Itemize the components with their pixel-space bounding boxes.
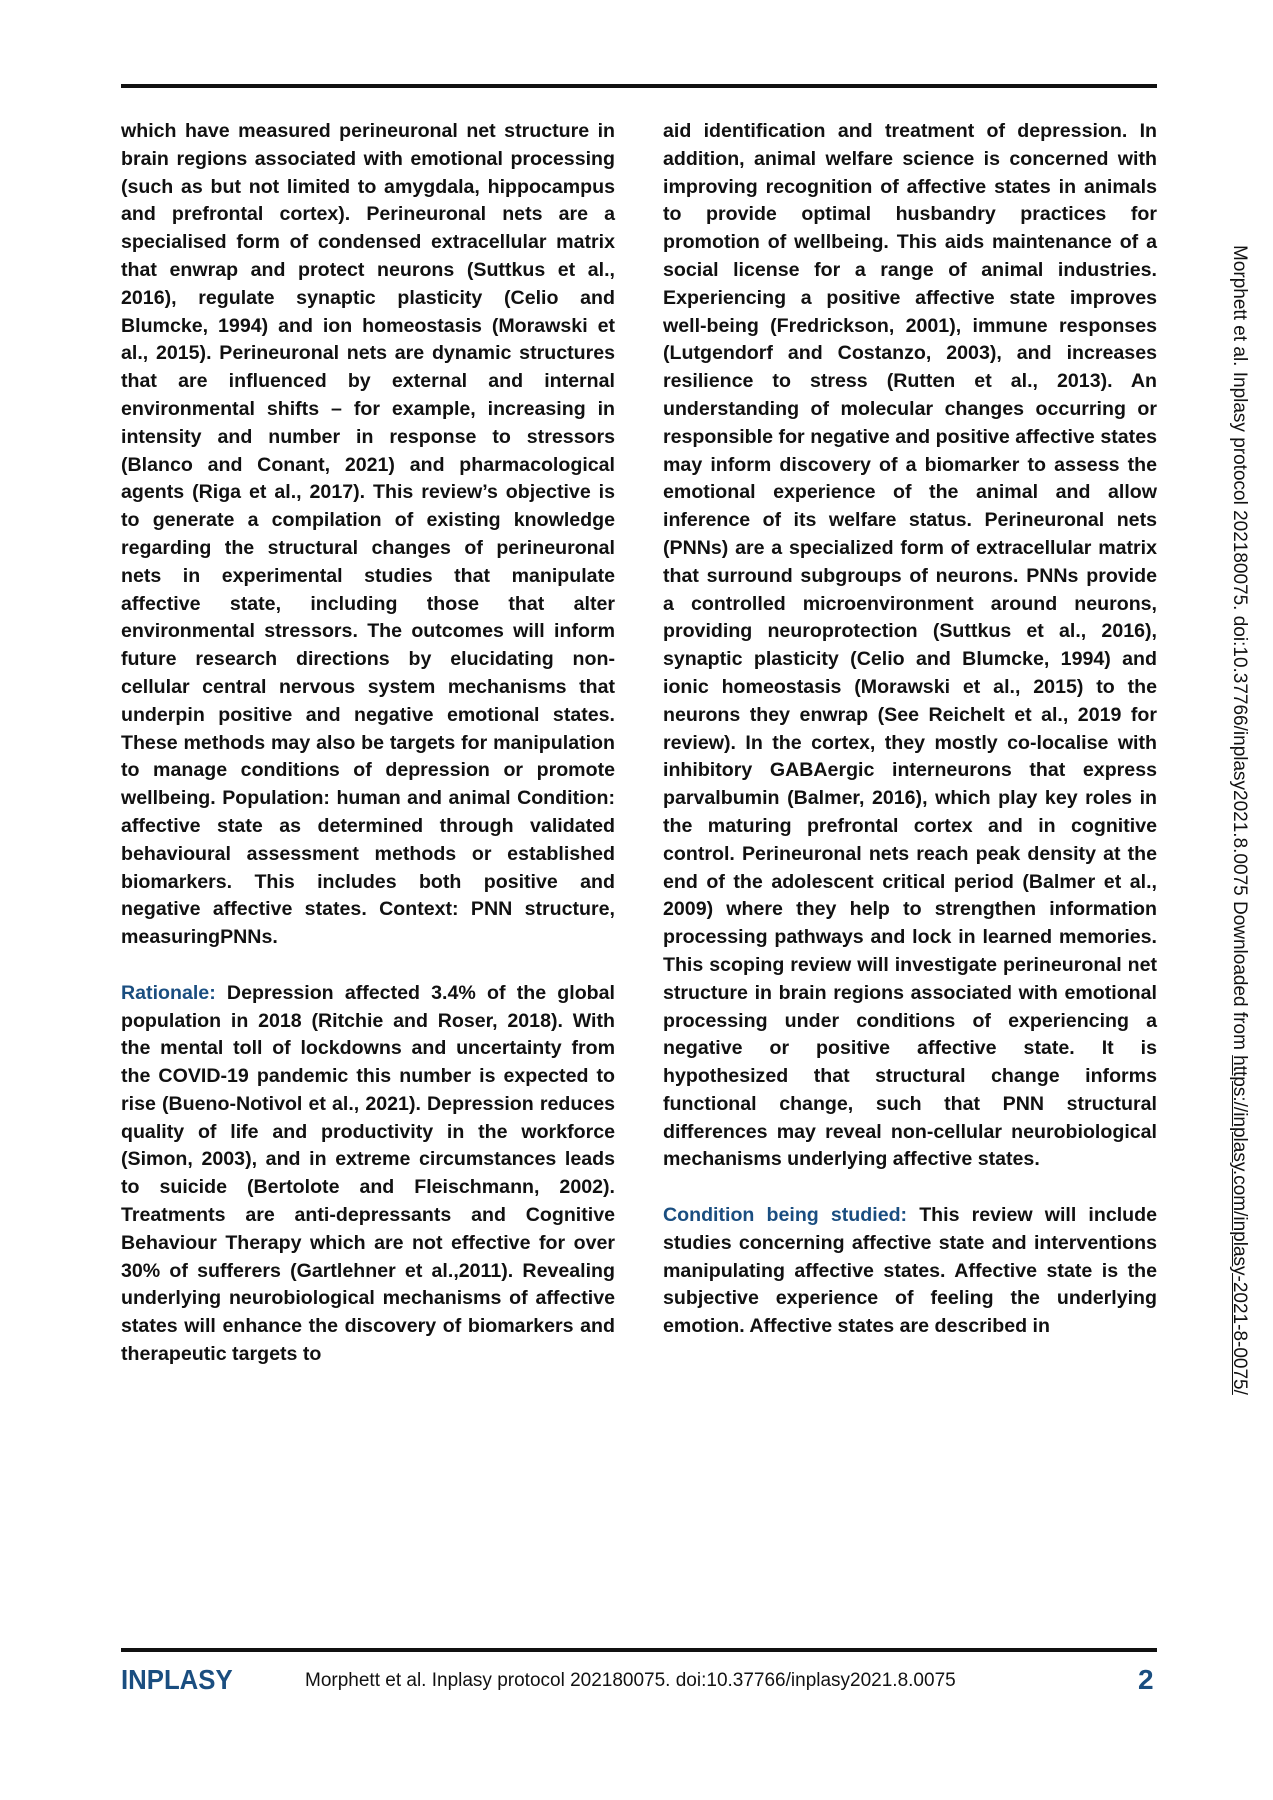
side-download-note xyxy=(1228,245,1250,1395)
page-number: 2 xyxy=(1138,1664,1154,1695)
side-note-text: Morphett et al. Inplasy protocol 202180075. doi:10.37766/inplasy2021.8.0075 Downloaded from xyxy=(1229,245,1250,1056)
rationale-heading: Rationale: xyxy=(121,981,216,1004)
rationale-continued-paragraph: aid identification and treatment of depression. In addition, animal welfare science is concerned with improving recognition of affective states in animals to provide optimal husbandry practices for promotion of wellbeing. This aids maintenance of a social license for a range of animal industries. Experiencing a positive affective state improves well-being (Fredrickson, 2001), immune responses (Lutgendorf and Costanzo, 2003), and increases resilience to stress (Rutten et al., 2013). An understanding of molecular changes occurring or responsible for negative and positive affective states may inform discovery of a biomarker to assess the emotional experience of the animal and allow inference of its welfare status. Perineuronal nets (PNNs) are a specialized form of extracellular matrix that surround subgroups of neurons. PNNs provide a controlled microenvironment around neurons, providing neuroprotection (Suttkus et al., 2016), synaptic plasticity (Celio and Blumcke, 1994) and ionic homeostasis (Morawski et al., 2015) to the neurons they enwrap (See Reichelt et al., 2019 for review). In the cortex, they mostly co-localise with inhibitory GABAergic interneurons that express parvalbumin (Balmer, 2016), which play key roles in the maturing prefrontal cortex and in cognitive control. Perineuronal nets reach peak density at the end of the adolescent critical period (Balmer et al., 2009) where they help to strengthen information processing pathways and lock in learned memories. This scoping review will investigate perineuronal net structure in brain regions associated with emotional processing under conditions of experiencing a negative or positive affective state. It is hypothesized that structural change informs functional change, such that PNN structural differences may reveal non-cellular neurobiological mechanisms underlying affective states. xyxy=(663,120,1157,1171)
condition-heading: Condition being studied: xyxy=(663,1204,908,1227)
download-link[interactable]: https://inplasy.com/inplasy-2021-8-0075/ xyxy=(1229,1055,1250,1395)
condition-paragraph xyxy=(663,1202,1157,1341)
footer-brand-logo: INPLASY xyxy=(121,1664,233,1695)
footer-citation: Morphett et al. Inplasy protocol 202180075. doi:10.37766/inplasy2021.8.0075 xyxy=(305,1670,956,1691)
right-column xyxy=(663,118,1157,1341)
footer-rule xyxy=(121,1648,1157,1652)
objectives-paragraph: which have measured perineuronal net structure in brain regions associated with emotional processing (such as but not limited to amygdala, hippocampus and prefrontal cortex). Perineuronal nets are a specialised form of condensed extracellular matrix that enwrap and protect neurons (Suttkus et al., 2016), regulate synaptic plasticity (Celio and Blumcke, 1994) and ion homeostasis (Morawski et al., 2015). Perineuronal nets are dynamic structures that are influenced by external and internal environmental shifts – for example, increasing in intensity and number in response to stressors (Blanco and Conant, 2021) and pharmacological agents (Riga et al., 2017). This review’s objective is to generate a compilation of existing knowledge regarding the structural changes of perineuronal nets in experimental studies that manipulate affective state, including those that alter environmental stressors. The outcomes will inform future research directions by elucidating non-cellular central nervous system mechanisms that underpin positive and negative emotional states. These methods may also be targets for manipulation to manage conditions of depression or promote wellbeing. Population: human and animal Condition: affective state as determined through validated behavioural assessment methods or established biomarkers. This includes both positive and negative affective states. Context: PNN structure, measuringPNNs. xyxy=(121,120,615,949)
header-rule xyxy=(121,84,1157,88)
left-column xyxy=(121,118,615,1369)
condition-text: This review will include studies concerning affective state and interventions manipulating affective states. Affective state is the subjective experience of feeling the underlying emotion. Affective states are described in xyxy=(663,1204,1158,1338)
rationale-text: Depression affected 3.4% of the global population in 2018 (Ritchie and Roser, 2018). With the mental toll of lockdowns and uncertainty from the COVID-19 pandemic this number is expected to rise (Bueno-Notivol et al., 2021). Depression reduces quality of life and productivity in the workforce (Simon, 2003), and in extreme circumstances leads to suicide (Bertolote and Fleischmann, 2002). Treatments are anti-depressants and Cognitive Behaviour Therapy which are not effective for over 30% of sufferers (Gartlehner et al.,2011). Revealing underlying neurobiological mechanisms of affective states will enhance the discovery of biomarkers and therapeutic targets to xyxy=(121,981,615,1366)
rationale-paragraph xyxy=(121,980,615,1369)
